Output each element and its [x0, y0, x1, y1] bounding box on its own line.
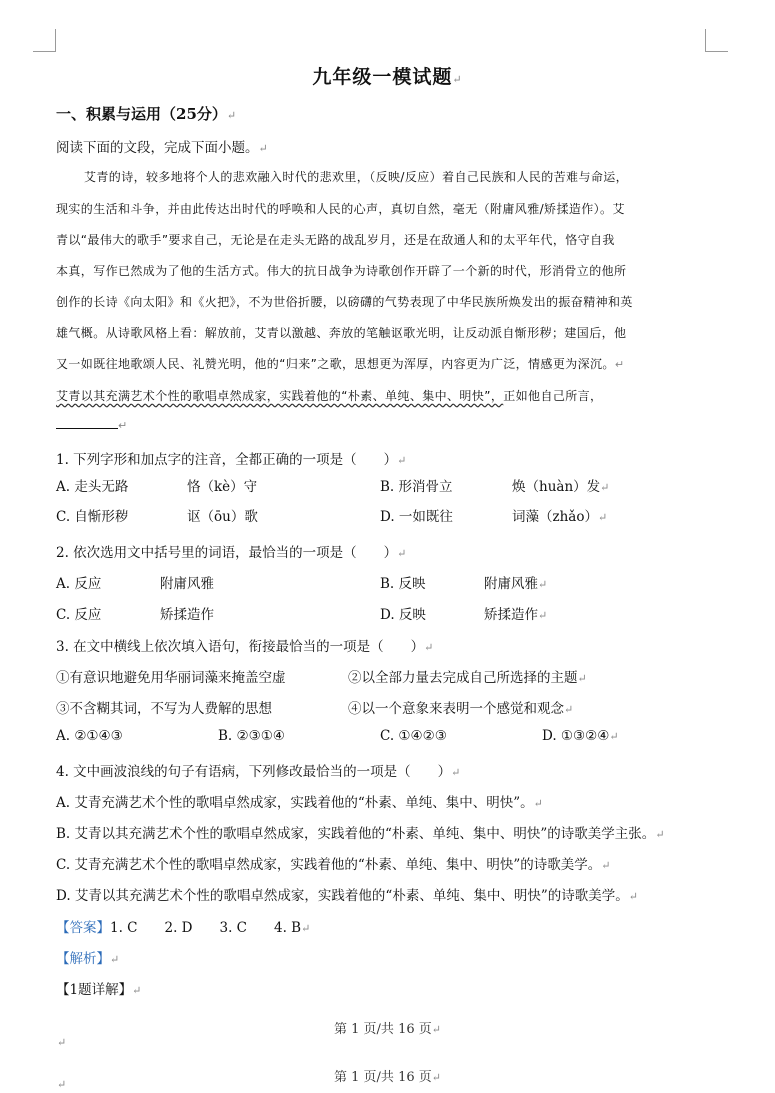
q2-option-d: D. 反映 [380, 607, 426, 623]
q2-option-c-word: 矫揉造作 [160, 607, 214, 623]
fill-blank: ↵ [56, 418, 128, 432]
section-heading: 一、积累与运用（25分）↵ [56, 105, 237, 123]
passage-line: 艾青以其充满艺术个性的歌唱卓然成家，实践着他的“朴素、单纯、集中、明快”，正如他自己所言， [56, 389, 603, 403]
passage-line: 艾青的诗，较多地将个人的悲欢融入时代的悲欢里，（反映/反应）着自己民族和人民的苦难与命运， [84, 170, 629, 184]
answer-label: 【答案】 [56, 920, 110, 936]
question-1-stem: 1. 下列字形和加点字的注音，全都正确的一项是（ ）↵ [56, 452, 407, 468]
analysis-line: 【解析】↵ [56, 951, 120, 967]
q3-sentence-2: ②以全部力量去完成自己所选择的主题↵ [348, 670, 587, 686]
page-corner-mark [705, 29, 728, 52]
q2-option-c: C. 反应 [56, 607, 102, 623]
q4-option-d: D. 艾青以其充满艺术个性的歌唱卓然成家，实践着他的“朴素、单纯、集中、明快”的诗歌美学。↵ [56, 888, 638, 904]
q3-sentence-4: ④以一个意象来表明一个感觉和观念↵ [348, 701, 574, 717]
page-corner-mark [33, 29, 56, 52]
q2-option-a-word: 附庸风雅 [160, 576, 214, 592]
q3-option-a: A. ②①④③ [56, 728, 123, 744]
q1-option-b: B. 形消骨立 [380, 479, 453, 495]
question-2-stem: 2. 依次选用文中括号里的词语，最恰当的一项是（ ）↵ [56, 545, 407, 561]
q2-option-d-word: 矫揉造作↵ [484, 607, 548, 623]
passage-line: 雄气概。从诗歌风格上看：解放前，艾青以激越、奔放的笔触讴歌光明，让反动派自惭形秽；建国后，他 [56, 326, 627, 340]
passage-line: 又一如既往地歌颂人民、礼赞光明，他的“归来”之歌，思想更为浑厚，内容更为广泛，情感更为深沉。↵ [56, 357, 625, 371]
paragraph-mark: ↵ [57, 1036, 67, 1049]
passage-line: 青以“最伟大的歌手”要求自己，无论是在走头无路的战乱岁月，还是在敌通人和的太平年代，恪守自我 [56, 233, 615, 247]
passage-line: 现实的生活和斗争，并由此传达出时代的呼唤和人民的心声，真切自然，毫无（附庸风雅/矫揉造作）。艾 [56, 202, 625, 216]
q1-option-a-pinyin: 恪（kè）守 [187, 479, 258, 495]
paragraph-mark: ↵ [57, 1078, 67, 1091]
q3-sentence-3: ③不含糊其词，不写为人费解的思想 [56, 701, 272, 717]
q2-option-b: B. 反映 [380, 576, 426, 592]
analysis-label: 【解析】 [56, 951, 110, 967]
question-4-stem: 4. 文中画波浪线的句子有语病，下列修改最恰当的一项是（ ）↵ [56, 764, 461, 780]
q1-option-d: D. 一如既往 [380, 509, 453, 525]
page-title: 九年级一模试题↵ [312, 66, 463, 88]
instruction: 阅读下面的文段，完成下面小题。↵ [56, 140, 268, 156]
q2-option-b-word: 附庸风雅↵ [484, 576, 548, 592]
wavy-underlined-sentence: 艾青以其充满艺术个性的歌唱卓然成家，实践着他的“朴素、单纯、集中、明快”， [56, 389, 504, 403]
q4-option-b: B. 艾青以其充满艺术个性的歌唱卓然成家，实践着他的“朴素、单纯、集中、明快”的诗歌美学主张。↵ [56, 826, 665, 842]
q4-option-a: A. 艾青充满艺术个性的歌唱卓然成家，实践着他的“朴素、单纯、集中、明快”。↵ [56, 795, 543, 811]
passage-line: 本真，写作已然成为了他的生活方式。伟大的抗日战争为诗歌创作开辟了一个新的时代，形消骨立的他所 [56, 264, 627, 278]
q1-option-c: C. 自惭形秽 [56, 509, 129, 525]
q3-option-c: C. ①④②③ [380, 728, 447, 744]
page-footer-repeat: 第 1 页/共 16 页↵ [334, 1070, 441, 1085]
q4-option-c: C. 艾青充满艺术个性的歌唱卓然成家，实践着他的“朴素、单纯、集中、明快”的诗歌美学。↵ [56, 857, 611, 873]
q1-option-d-pinyin: 词藻（zhǎo）↵ [512, 509, 608, 525]
q3-option-b: B. ②③①④ [218, 728, 285, 744]
page-footer: 第 1 页/共 16 页↵ [334, 1022, 441, 1037]
question-3-stem: 3. 在文中横线上依次填入语句，衔接最恰当的一项是（ ）↵ [56, 639, 434, 655]
q3-option-d: D. ①③②④↵ [542, 728, 619, 744]
passage-line: 创作的长诗《向太阳》和《火把》，不为世俗折腰，以磅礴的气势表现了中华民族所焕发出的振奋精神和英 [56, 295, 633, 309]
detail-heading: 【1题详解】↵ [56, 982, 142, 998]
q1-option-c-pinyin: 讴（ōu）歌 [187, 509, 258, 525]
q2-option-a: A. 反应 [56, 576, 102, 592]
q1-option-b-pinyin: 焕（huàn）发↵ [512, 479, 610, 495]
q3-sentence-1: ①有意识地避免用华丽词藻来掩盖空虚 [56, 670, 286, 686]
answer-line: 【答案】1. C 2. D 3. C 4. B↵ [56, 920, 311, 936]
q1-option-a: A. 走头无路 [56, 479, 129, 495]
